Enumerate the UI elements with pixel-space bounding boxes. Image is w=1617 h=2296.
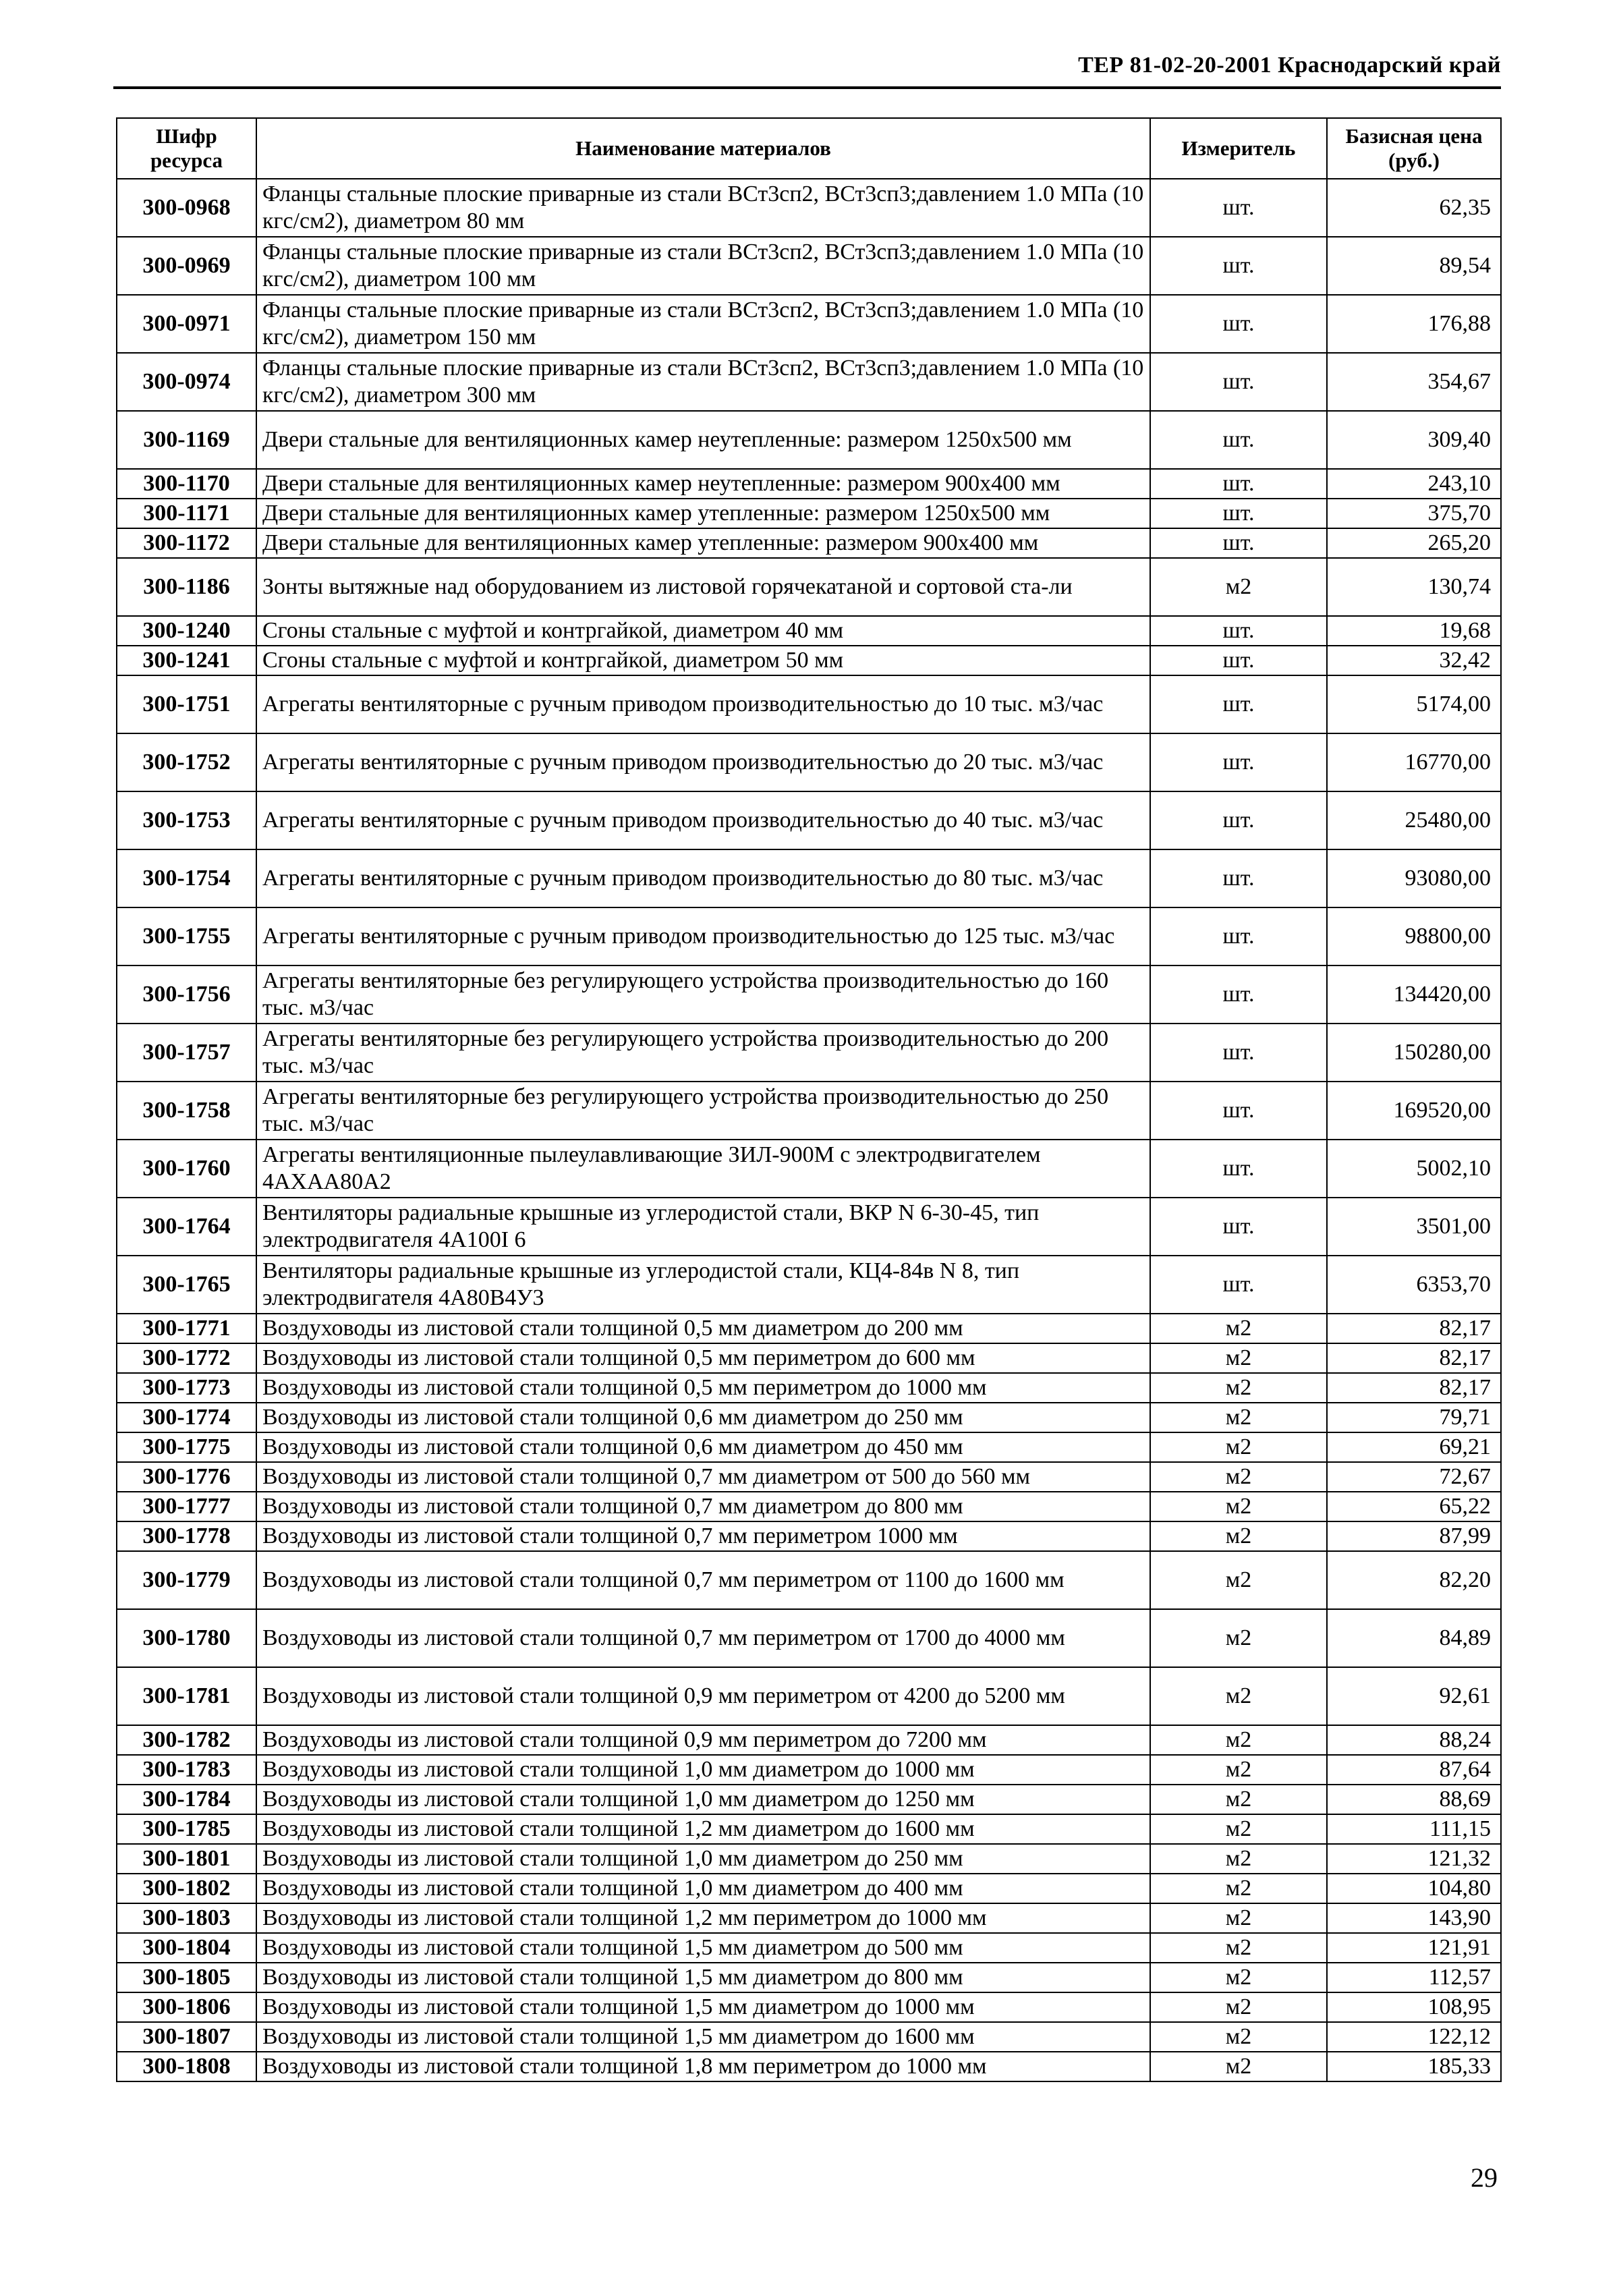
cell-code: 300-1784 [117,1785,256,1814]
cell-code: 300-1807 [117,2022,256,2052]
cell-code: 300-1754 [117,849,256,907]
cell-name: Воздуховоды из листовой стали толщиной 1,0 мм диаметром до 1000 мм [256,1755,1150,1785]
cell-unit: шт. [1150,237,1327,295]
cell-unit: м2 [1150,1785,1327,1814]
cell-unit: м2 [1150,2022,1327,2052]
cell-name: Фланцы стальные плоские приварные из стали ВСт3сп2, ВСт3сп3;давлением 1.0 МПа (10 кгс/см2), диаметром 100 мм [256,237,1150,295]
cell-unit: м2 [1150,1609,1327,1667]
table-row [117,411,1501,469]
cell-name: Агрегаты вентиляторные с ручным приводом производительностью до 10 тыс. м3/час [256,675,1150,733]
table-row [117,1785,1501,1814]
cell-unit: шт. [1150,179,1327,237]
table-row [117,616,1501,646]
table-row [117,295,1501,353]
cell-price: 111,15 [1327,1814,1501,1844]
table-row [117,791,1501,849]
header-rule [113,86,1501,89]
table-row [117,1492,1501,1521]
cell-code: 300-1756 [117,965,256,1024]
cell-code: 300-1171 [117,499,256,528]
cell-name: Сгоны стальные с муфтой и контргайкой, диаметром 50 мм [256,646,1150,675]
cell-code: 300-0969 [117,237,256,295]
table-body [117,179,1501,2081]
cell-unit: м2 [1150,1725,1327,1755]
cell-code: 300-1778 [117,1521,256,1551]
cell-price: 72,67 [1327,1462,1501,1492]
cell-unit: шт. [1150,791,1327,849]
cell-code: 300-1772 [117,1343,256,1373]
column-header-code: Шифр ресурса [117,118,256,179]
cell-name: Агрегаты вентиляторные без регулирующего устройства производительностью до 250 тыс. м3/час [256,1082,1150,1140]
page-header [113,49,1501,89]
cell-name: Воздуховоды из листовой стали толщиной 1,5 мм диаметром до 800 мм [256,1963,1150,1992]
table-row [117,1198,1501,1256]
cell-unit: шт. [1150,1024,1327,1082]
cell-name: Зонты вытяжные над оборудованием из листовой горячекатаной и сортовой ста-ли [256,558,1150,616]
cell-code: 300-1240 [117,616,256,646]
cell-price: 82,17 [1327,1373,1501,1403]
cell-price: 185,33 [1327,2052,1501,2081]
cell-price: 3501,00 [1327,1198,1501,1256]
cell-unit: шт. [1150,1256,1327,1314]
cell-name: Воздуховоды из листовой стали толщиной 0,9 мм периметром до 7200 мм [256,1725,1150,1755]
cell-name: Двери стальные для вентиляционных камер утепленные: размером 900х400 мм [256,528,1150,558]
table-row [117,2022,1501,2052]
cell-code: 300-1804 [117,1933,256,1963]
table-row [117,558,1501,616]
table-row [117,2052,1501,2081]
cell-code: 300-1801 [117,1844,256,1874]
document-title: ТЕР 81-02-20-2001 Краснодарский край [1078,53,1501,78]
cell-unit: м2 [1150,1667,1327,1725]
cell-price: 82,17 [1327,1343,1501,1373]
cell-code: 300-1758 [117,1082,256,1140]
cell-unit: м2 [1150,1903,1327,1933]
cell-code: 300-1172 [117,528,256,558]
cell-name: Агрегаты вентиляционные пылеулавливающие ЗИЛ-900М с электродвигателем 4АХАА80А2 [256,1140,1150,1198]
cell-name: Воздуховоды из листовой стали толщиной 0,6 мм диаметром до 250 мм [256,1403,1150,1432]
cell-unit: м2 [1150,1343,1327,1373]
table-row [117,1814,1501,1844]
cell-name: Воздуховоды из листовой стали толщиной 0,7 мм периметром от 1700 до 4000 мм [256,1609,1150,1667]
cell-code: 300-0974 [117,353,256,411]
table-row [117,646,1501,675]
cell-unit: шт. [1150,1140,1327,1198]
cell-unit: шт. [1150,849,1327,907]
column-header-name: Наименование материалов [256,118,1150,179]
table-row [117,179,1501,237]
cell-name: Агрегаты вентиляторные с ручным приводом производительностью до 40 тыс. м3/час [256,791,1150,849]
cell-price: 375,70 [1327,499,1501,528]
table-row [117,528,1501,558]
cell-price: 93080,00 [1327,849,1501,907]
cell-unit: м2 [1150,2052,1327,2081]
cell-price: 243,10 [1327,469,1501,499]
cell-name: Воздуховоды из листовой стали толщиной 1,2 мм периметром до 1000 мм [256,1903,1150,1933]
cell-unit: м2 [1150,1874,1327,1903]
cell-unit: м2 [1150,1462,1327,1492]
table-row [117,1609,1501,1667]
cell-code: 300-1805 [117,1963,256,1992]
cell-name: Двери стальные для вентиляционных камер неутепленные: размером 900х400 мм [256,469,1150,499]
materials-table [116,117,1502,2082]
cell-price: 87,99 [1327,1521,1501,1551]
cell-code: 300-1765 [117,1256,256,1314]
cell-unit: шт. [1150,469,1327,499]
cell-price: 354,67 [1327,353,1501,411]
cell-unit: м2 [1150,1933,1327,1963]
cell-price: 79,71 [1327,1403,1501,1432]
cell-unit: м2 [1150,1432,1327,1462]
table-row [117,1432,1501,1462]
cell-unit: м2 [1150,1492,1327,1521]
table-row [117,1024,1501,1082]
cell-name: Воздуховоды из листовой стали толщиной 0,7 мм периметром 1000 мм [256,1521,1150,1551]
table-row [117,1844,1501,1874]
table-row [117,1755,1501,1785]
table-row [117,1373,1501,1403]
cell-unit: м2 [1150,558,1327,616]
cell-price: 130,74 [1327,558,1501,616]
cell-price: 98800,00 [1327,907,1501,965]
table-row [117,1667,1501,1725]
cell-code: 300-1775 [117,1432,256,1462]
table-row [117,1343,1501,1373]
table-row [117,353,1501,411]
cell-unit: шт. [1150,1082,1327,1140]
cell-name: Агрегаты вентиляторные с ручным приводом производительностью до 20 тыс. м3/час [256,733,1150,791]
cell-unit: м2 [1150,1551,1327,1609]
table-row [117,499,1501,528]
cell-unit: шт. [1150,965,1327,1024]
cell-name: Вентиляторы радиальные крышные из углеродистой стали, ВКР N 6-30-45, тип электродвигателя 4А100I 6 [256,1198,1150,1256]
table-row [117,1521,1501,1551]
cell-price: 82,20 [1327,1551,1501,1609]
cell-code: 300-1781 [117,1667,256,1725]
cell-name: Двери стальные для вентиляционных камер неутепленные: размером 1250х500 мм [256,411,1150,469]
table-header-row [117,118,1501,179]
table-row [117,1462,1501,1492]
cell-code: 300-1803 [117,1903,256,1933]
cell-price: 122,12 [1327,2022,1501,2052]
cell-unit: шт. [1150,295,1327,353]
cell-unit: шт. [1150,528,1327,558]
cell-name: Агрегаты вентиляторные без регулирующего устройства производительностью до 200 тыс. м3/час [256,1024,1150,1082]
cell-code: 300-1760 [117,1140,256,1198]
table-row [117,1903,1501,1933]
cell-price: 89,54 [1327,237,1501,295]
cell-code: 300-1241 [117,646,256,675]
cell-name: Двери стальные для вентиляционных камер утепленные: размером 1250х500 мм [256,499,1150,528]
table-row [117,237,1501,295]
cell-unit: шт. [1150,616,1327,646]
cell-name: Сгоны стальные с муфтой и контргайкой, диаметром 40 мм [256,616,1150,646]
cell-price: 265,20 [1327,528,1501,558]
cell-code: 300-1757 [117,1024,256,1082]
table-row [117,1725,1501,1755]
cell-name: Воздуховоды из листовой стали толщиной 1,2 мм диаметром до 1600 мм [256,1814,1150,1844]
cell-price: 121,91 [1327,1933,1501,1963]
cell-code: 300-1802 [117,1874,256,1903]
cell-unit: м2 [1150,1373,1327,1403]
cell-unit: м2 [1150,1521,1327,1551]
cell-unit: м2 [1150,1755,1327,1785]
table-row [117,733,1501,791]
cell-name: Воздуховоды из листовой стали толщиной 0,5 мм периметром до 1000 мм [256,1373,1150,1403]
table-row [117,849,1501,907]
cell-code: 300-1783 [117,1755,256,1785]
cell-name: Воздуховоды из листовой стали толщиной 1,0 мм диаметром до 400 мм [256,1874,1150,1903]
cell-code: 300-1186 [117,558,256,616]
cell-name: Воздуховоды из листовой стали толщиной 0,7 мм диаметром до 800 мм [256,1492,1150,1521]
table-row [117,1403,1501,1432]
table-row [117,965,1501,1024]
cell-price: 134420,00 [1327,965,1501,1024]
cell-name: Воздуховоды из листовой стали толщиной 1,0 мм диаметром до 1250 мм [256,1785,1150,1814]
table-row [117,1140,1501,1198]
cell-price: 169520,00 [1327,1082,1501,1140]
cell-name: Воздуховоды из листовой стали толщиной 0,7 мм диаметром от 500 до 560 мм [256,1462,1150,1492]
cell-unit: м2 [1150,1992,1327,2022]
cell-price: 19,68 [1327,616,1501,646]
cell-unit: шт. [1150,499,1327,528]
column-header-price: Базисная цена (руб.) [1327,118,1501,179]
table-row [117,1933,1501,1963]
cell-unit: м2 [1150,1963,1327,1992]
table-row [117,907,1501,965]
cell-price: 82,17 [1327,1314,1501,1343]
cell-code: 300-1782 [117,1725,256,1755]
cell-price: 84,89 [1327,1609,1501,1667]
cell-code: 300-0971 [117,295,256,353]
cell-code: 300-1752 [117,733,256,791]
cell-code: 300-1169 [117,411,256,469]
cell-unit: шт. [1150,733,1327,791]
cell-price: 88,69 [1327,1785,1501,1814]
cell-name: Фланцы стальные плоские приварные из стали ВСт3сп2, ВСт3сп3;давлением 1.0 МПа (10 кгс/см2), диаметром 300 мм [256,353,1150,411]
cell-unit: шт. [1150,353,1327,411]
table-row [117,1256,1501,1314]
cell-price: 65,22 [1327,1492,1501,1521]
cell-unit: м2 [1150,1314,1327,1343]
cell-name: Воздуховоды из листовой стали толщиной 0,5 мм диаметром до 200 мм [256,1314,1150,1343]
cell-unit: шт. [1150,646,1327,675]
cell-price: 92,61 [1327,1667,1501,1725]
cell-name: Воздуховоды из листовой стали толщиной 1,5 мм диаметром до 1000 мм [256,1992,1150,2022]
cell-code: 300-1779 [117,1551,256,1609]
table-row [117,1874,1501,1903]
cell-code: 300-1780 [117,1609,256,1667]
cell-name: Вентиляторы радиальные крышные из углеродистой стали, КЦ4-84в N 8, тип электродвигателя 4А80В4У3 [256,1256,1150,1314]
cell-code: 300-1755 [117,907,256,965]
cell-code: 300-1751 [117,675,256,733]
cell-name: Агрегаты вентиляторные без регулирующего устройства производительностью до 160 тыс. м3/час [256,965,1150,1024]
cell-code: 300-1808 [117,2052,256,2081]
cell-name: Воздуховоды из листовой стали толщиной 1,5 мм диаметром до 500 мм [256,1933,1150,1963]
cell-unit: шт. [1150,1198,1327,1256]
cell-price: 25480,00 [1327,791,1501,849]
cell-unit: шт. [1150,411,1327,469]
table-row [117,469,1501,499]
cell-price: 112,57 [1327,1963,1501,1992]
cell-code: 300-1776 [117,1462,256,1492]
cell-code: 300-1777 [117,1492,256,1521]
cell-price: 16770,00 [1327,733,1501,791]
cell-name: Воздуховоды из листовой стали толщиной 0,7 мм периметром от 1100 до 1600 мм [256,1551,1150,1609]
table-row [117,1963,1501,1992]
cell-code: 300-1785 [117,1814,256,1844]
cell-name: Агрегаты вентиляторные с ручным приводом производительностью до 125 тыс. м3/час [256,907,1150,965]
cell-code: 300-0968 [117,179,256,237]
cell-name: Фланцы стальные плоские приварные из стали ВСт3сп2, ВСт3сп3;давлением 1.0 МПа (10 кгс/см2), диаметром 80 мм [256,179,1150,237]
table-row [117,1082,1501,1140]
cell-code: 300-1170 [117,469,256,499]
page-number: 29 [1471,2162,1498,2193]
cell-price: 150280,00 [1327,1024,1501,1082]
cell-price: 69,21 [1327,1432,1501,1462]
cell-unit: шт. [1150,675,1327,733]
cell-price: 62,35 [1327,179,1501,237]
cell-name: Воздуховоды из листовой стали толщиной 1,5 мм диаметром до 1600 мм [256,2022,1150,2052]
column-header-unit: Измеритель [1150,118,1327,179]
cell-unit: м2 [1150,1844,1327,1874]
cell-price: 121,32 [1327,1844,1501,1874]
cell-price: 5002,10 [1327,1140,1501,1198]
table-row [117,1314,1501,1343]
cell-name: Воздуховоды из листовой стали толщиной 1,8 мм периметром до 1000 мм [256,2052,1150,2081]
cell-price: 5174,00 [1327,675,1501,733]
cell-price: 87,64 [1327,1755,1501,1785]
cell-price: 176,88 [1327,295,1501,353]
cell-price: 143,90 [1327,1903,1501,1933]
cell-name: Воздуховоды из листовой стали толщиной 0,9 мм периметром от 4200 до 5200 мм [256,1667,1150,1725]
cell-code: 300-1806 [117,1992,256,2022]
table-row [117,1551,1501,1609]
cell-code: 300-1771 [117,1314,256,1343]
cell-price: 32,42 [1327,646,1501,675]
cell-unit: шт. [1150,907,1327,965]
cell-unit: м2 [1150,1403,1327,1432]
cell-name: Воздуховоды из листовой стали толщиной 0,5 мм периметром до 600 мм [256,1343,1150,1373]
cell-name: Фланцы стальные плоские приварные из стали ВСт3сп2, ВСт3сп3;давлением 1.0 МПа (10 кгс/см2), диаметром 150 мм [256,295,1150,353]
cell-price: 104,80 [1327,1874,1501,1903]
cell-code: 300-1773 [117,1373,256,1403]
cell-code: 300-1764 [117,1198,256,1256]
cell-name: Агрегаты вентиляторные с ручным приводом производительностью до 80 тыс. м3/час [256,849,1150,907]
cell-price: 309,40 [1327,411,1501,469]
cell-name: Воздуховоды из листовой стали толщиной 0,6 мм диаметром до 450 мм [256,1432,1150,1462]
cell-price: 6353,70 [1327,1256,1501,1314]
table-row [117,1992,1501,2022]
cell-code: 300-1774 [117,1403,256,1432]
cell-code: 300-1753 [117,791,256,849]
cell-price: 108,95 [1327,1992,1501,2022]
cell-price: 88,24 [1327,1725,1501,1755]
table-row [117,675,1501,733]
cell-name: Воздуховоды из листовой стали толщиной 1,0 мм диаметром до 250 мм [256,1844,1150,1874]
cell-unit: м2 [1150,1814,1327,1844]
